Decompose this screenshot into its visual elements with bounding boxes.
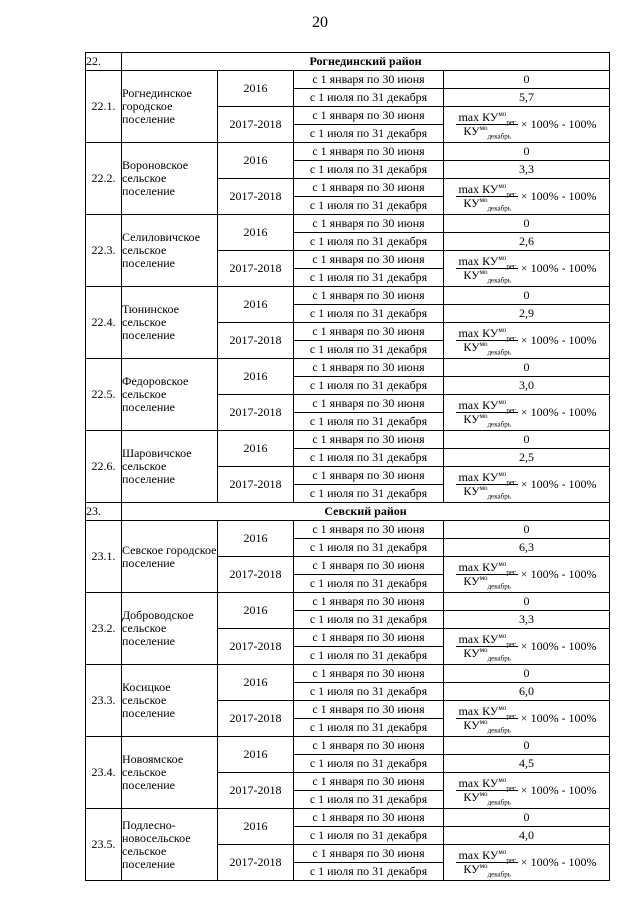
settlement-name: Селиловичское сельское поселение: [122, 215, 218, 287]
period-cell: с 1 июля по 31 декабря: [294, 269, 444, 287]
period-cell: с 1 июля по 31 декабря: [294, 449, 444, 467]
formula-cell: [444, 323, 610, 359]
formula-numerator: [456, 183, 517, 197]
formula-numerator-sub: рег: [506, 568, 516, 577]
formula-denominator-text: КУ: [463, 574, 480, 588]
formula-denominator: [456, 718, 517, 735]
year-cell: 2017-2018: [218, 107, 294, 143]
formula-multiplier: × 100% - 100%: [520, 117, 597, 131]
formula-numerator-sup: мо: [498, 632, 507, 640]
formula-numerator-sub: рег: [506, 406, 516, 415]
formula-numerator-sup: мо: [498, 560, 507, 568]
formula-numerator: [456, 561, 517, 575]
formula-denominator: [456, 574, 517, 591]
period-cell: с 1 июля по 31 декабря: [294, 341, 444, 359]
settlement-name: Новоямское сельское поселение: [122, 737, 218, 809]
settlement-name: Вороновское сельское поселение: [122, 143, 218, 215]
period-cell: с 1 июля по 31 декабря: [294, 539, 444, 557]
table-row: [86, 359, 610, 377]
year-cell: 2017-2018: [218, 395, 294, 431]
formula-fraction: [456, 182, 517, 213]
settlement-number: 23.2.: [86, 593, 122, 665]
value-cell: 3,3: [444, 161, 610, 179]
formula-numerator-text: max КУ: [458, 848, 499, 862]
year-cell: 2016: [218, 665, 294, 701]
region-header-row: [86, 503, 610, 521]
formula-denominator-sub: декабрь: [487, 726, 511, 735]
value-cell: 0: [444, 71, 610, 89]
period-cell: с 1 января по 30 июня: [294, 665, 444, 683]
year-cell: 2016: [218, 143, 294, 179]
formula-numerator-sub: рег: [506, 478, 516, 487]
formula-fraction: [456, 470, 517, 501]
formula-numerator-sup: мо: [498, 182, 507, 190]
formula-denominator-sup: мо: [479, 646, 488, 654]
period-cell: с 1 июля по 31 декабря: [294, 125, 444, 143]
period-cell: с 1 июля по 31 декабря: [294, 233, 444, 251]
year-cell: 2016: [218, 521, 294, 557]
table-row: [86, 737, 610, 755]
formula-denominator-sup: мо: [479, 718, 488, 726]
formula-multiplier: × 100% - 100%: [520, 855, 597, 869]
period-cell: с 1 июля по 31 декабря: [294, 377, 444, 395]
period-cell: с 1 января по 30 июня: [294, 71, 444, 89]
table-row: [86, 521, 610, 539]
formula-denominator-sup: мо: [479, 484, 488, 492]
settlement-number: 22.2.: [86, 143, 122, 215]
value-cell: 4,0: [444, 827, 610, 845]
formula-denominator: [456, 646, 517, 663]
year-cell: 2017-2018: [218, 773, 294, 809]
region-number: 22.: [86, 53, 122, 71]
settlement-name: Рогнединское городское поселение: [122, 71, 218, 143]
formula-numerator: [456, 255, 517, 269]
formula-denominator-text: КУ: [463, 484, 480, 498]
formula-multiplier: × 100% - 100%: [520, 333, 597, 347]
formula-multiplier: × 100% - 100%: [520, 477, 597, 491]
formula-denominator-text: КУ: [463, 268, 480, 282]
formula-cell: [444, 395, 610, 431]
table-row: [86, 593, 610, 611]
period-cell: с 1 января по 30 июня: [294, 143, 444, 161]
value-cell: 0: [444, 665, 610, 683]
settlement-number: 22.1.: [86, 71, 122, 143]
value-cell: 4,5: [444, 755, 610, 773]
formula-fraction: [456, 398, 517, 429]
formula-numerator-sub: рег: [506, 334, 516, 343]
value-cell: 0: [444, 521, 610, 539]
period-cell: с 1 января по 30 июня: [294, 179, 444, 197]
table-row: [86, 71, 610, 89]
period-cell: с 1 июля по 31 декабря: [294, 197, 444, 215]
settlement-number: 23.5.: [86, 809, 122, 881]
formula-denominator-sup: мо: [479, 340, 488, 348]
period-cell: с 1 июля по 31 декабря: [294, 827, 444, 845]
period-cell: с 1 июля по 31 декабря: [294, 485, 444, 503]
formula-denominator-sub: декабрь: [487, 582, 511, 591]
formula-numerator-sup: мо: [498, 704, 507, 712]
settlement-number: 23.3.: [86, 665, 122, 737]
period-cell: с 1 июля по 31 декабря: [294, 611, 444, 629]
formula-cell: [444, 845, 610, 881]
table-row: [86, 809, 610, 827]
settlement-name: Косицкое сельское поселение: [122, 665, 218, 737]
period-cell: с 1 июля по 31 декабря: [294, 755, 444, 773]
formula-fraction: [456, 848, 517, 879]
period-cell: с 1 июля по 31 декабря: [294, 863, 444, 881]
table-row: [86, 143, 610, 161]
period-cell: с 1 июля по 31 декабря: [294, 719, 444, 737]
settlement-number: 23.1.: [86, 521, 122, 593]
formula-denominator-text: КУ: [463, 718, 480, 732]
year-cell: 2016: [218, 593, 294, 629]
formula-fraction: [456, 560, 517, 591]
formula-multiplier: × 100% - 100%: [520, 261, 597, 275]
formula-denominator-sup: мо: [479, 862, 488, 870]
formula-cell: [444, 107, 610, 143]
tariff-table: [85, 52, 610, 881]
year-cell: 2017-2018: [218, 179, 294, 215]
formula-numerator-text: max КУ: [458, 776, 499, 790]
period-cell: с 1 января по 30 июня: [294, 251, 444, 269]
formula-denominator-text: КУ: [463, 412, 480, 426]
value-cell: 0: [444, 431, 610, 449]
formula-cell: [444, 701, 610, 737]
period-cell: с 1 июля по 31 декабря: [294, 161, 444, 179]
period-cell: с 1 января по 30 июня: [294, 845, 444, 863]
year-cell: 2016: [218, 737, 294, 773]
formula-multiplier: × 100% - 100%: [520, 639, 597, 653]
period-cell: с 1 января по 30 июня: [294, 395, 444, 413]
formula-numerator-text: max КУ: [458, 560, 499, 574]
formula-numerator: [456, 327, 517, 341]
formula-denominator-sup: мо: [479, 790, 488, 798]
period-cell: с 1 января по 30 июня: [294, 809, 444, 827]
value-cell: 6,0: [444, 683, 610, 701]
formula-denominator-text: КУ: [463, 196, 480, 210]
settlement-name: Шаровичское сельское поселение: [122, 431, 218, 503]
value-cell: 0: [444, 593, 610, 611]
formula-numerator: [456, 849, 517, 863]
settlement-number: 22.5.: [86, 359, 122, 431]
year-cell: 2016: [218, 215, 294, 251]
formula-fraction: [456, 254, 517, 285]
period-cell: с 1 июля по 31 декабря: [294, 413, 444, 431]
formula-numerator-text: max КУ: [458, 110, 499, 124]
formula-numerator-sup: мо: [498, 776, 507, 784]
period-cell: с 1 июля по 31 декабря: [294, 89, 444, 107]
formula-multiplier: × 100% - 100%: [520, 189, 597, 203]
region-name: Рогнединский район: [122, 53, 610, 71]
formula-denominator-sup: мо: [479, 196, 488, 204]
period-cell: с 1 января по 30 июня: [294, 521, 444, 539]
formula-cell: [444, 251, 610, 287]
year-cell: 2016: [218, 71, 294, 107]
formula-cell: [444, 773, 610, 809]
settlement-name: Тюнинское сельское поселение: [122, 287, 218, 359]
value-cell: 2,9: [444, 305, 610, 323]
formula-denominator-sub: декабрь: [487, 132, 511, 141]
settlement-name: Подлесно-новосельское сельское поселение: [122, 809, 218, 881]
value-cell: 6,3: [444, 539, 610, 557]
formula-denominator-text: КУ: [463, 124, 480, 138]
formula-multiplier: × 100% - 100%: [520, 405, 597, 419]
formula-multiplier: × 100% - 100%: [520, 783, 597, 797]
value-cell: 2,6: [444, 233, 610, 251]
year-cell: 2017-2018: [218, 845, 294, 881]
formula-denominator: [456, 340, 517, 357]
value-cell: 0: [444, 359, 610, 377]
formula-numerator-text: max КУ: [458, 704, 499, 718]
formula-denominator-sup: мо: [479, 412, 488, 420]
value-cell: 0: [444, 215, 610, 233]
formula-fraction: [456, 776, 517, 807]
period-cell: с 1 января по 30 июня: [294, 629, 444, 647]
year-cell: 2016: [218, 809, 294, 845]
table-row: [86, 431, 610, 449]
year-cell: 2017-2018: [218, 701, 294, 737]
period-cell: с 1 января по 30 июня: [294, 593, 444, 611]
formula-numerator-text: max КУ: [458, 254, 499, 268]
settlement-name: Федоровское сельское поселение: [122, 359, 218, 431]
period-cell: с 1 января по 30 июня: [294, 287, 444, 305]
formula-numerator-sub: рег: [506, 856, 516, 865]
period-cell: с 1 января по 30 июня: [294, 215, 444, 233]
formula-denominator: [456, 268, 517, 285]
year-cell: 2016: [218, 431, 294, 467]
value-cell: 3,3: [444, 611, 610, 629]
formula-numerator-sub: рег: [506, 712, 516, 721]
year-cell: 2017-2018: [218, 557, 294, 593]
formula-cell: [444, 467, 610, 503]
formula-numerator-sup: мо: [498, 398, 507, 406]
formula-denominator-text: КУ: [463, 646, 480, 660]
formula-numerator-text: max КУ: [458, 632, 499, 646]
formula-numerator-sub: рег: [506, 640, 516, 649]
region-name: Севский район: [122, 503, 610, 521]
formula-numerator-sup: мо: [498, 254, 507, 262]
formula-cell: [444, 557, 610, 593]
formula-numerator: [456, 471, 517, 485]
formula-numerator-text: max КУ: [458, 470, 499, 484]
formula-denominator: [456, 862, 517, 879]
formula-multiplier: × 100% - 100%: [520, 567, 597, 581]
period-cell: с 1 января по 30 июня: [294, 737, 444, 755]
formula-numerator: [456, 399, 517, 413]
formula-denominator: [456, 196, 517, 213]
year-cell: 2017-2018: [218, 467, 294, 503]
period-cell: с 1 июля по 31 декабря: [294, 791, 444, 809]
table-row: [86, 287, 610, 305]
value-cell: 0: [444, 287, 610, 305]
formula-numerator-sup: мо: [498, 470, 507, 478]
formula-numerator: [456, 705, 517, 719]
formula-numerator: [456, 633, 517, 647]
formula-multiplier: × 100% - 100%: [520, 711, 597, 725]
formula-denominator: [456, 790, 517, 807]
formula-numerator-sup: мо: [498, 110, 507, 118]
year-cell: 2016: [218, 359, 294, 395]
formula-numerator-sub: рег: [506, 190, 516, 199]
formula-denominator-sub: декабрь: [487, 348, 511, 357]
formula-fraction: [456, 110, 517, 141]
year-cell: 2016: [218, 287, 294, 323]
period-cell: с 1 января по 30 июня: [294, 773, 444, 791]
period-cell: с 1 января по 30 июня: [294, 323, 444, 341]
formula-numerator-text: max КУ: [458, 326, 499, 340]
formula-numerator-text: max КУ: [458, 182, 499, 196]
period-cell: с 1 июля по 31 декабря: [294, 647, 444, 665]
value-cell: 3,0: [444, 377, 610, 395]
region-number: 23.: [86, 503, 122, 521]
formula-numerator: [456, 111, 517, 125]
formula-numerator-sup: мо: [498, 326, 507, 334]
formula-denominator-sub: декабрь: [487, 204, 511, 213]
year-cell: 2017-2018: [218, 251, 294, 287]
table-row: [86, 215, 610, 233]
formula-denominator: [456, 412, 517, 429]
formula-denominator: [456, 124, 517, 141]
table-row: [86, 665, 610, 683]
formula-denominator-sup: мо: [479, 574, 488, 582]
formula-numerator-sup: мо: [498, 848, 507, 856]
page-number: 20: [312, 14, 328, 31]
formula-denominator-sub: декабрь: [487, 420, 511, 429]
period-cell: с 1 января по 30 июня: [294, 431, 444, 449]
value-cell: 5,7: [444, 89, 610, 107]
formula-denominator-text: КУ: [463, 340, 480, 354]
formula-fraction: [456, 704, 517, 735]
formula-numerator-sub: рег: [506, 118, 516, 127]
formula-denominator-sub: декабрь: [487, 276, 511, 285]
value-cell: 0: [444, 809, 610, 827]
period-cell: с 1 июля по 31 декабря: [294, 305, 444, 323]
region-header-row: [86, 53, 610, 71]
formula-denominator-sup: мо: [479, 124, 488, 132]
settlement-number: 22.4.: [86, 287, 122, 359]
period-cell: с 1 июля по 31 декабря: [294, 683, 444, 701]
value-cell: 0: [444, 143, 610, 161]
settlement-name: Доброводское сельское поселение: [122, 593, 218, 665]
period-cell: с 1 июля по 31 декабря: [294, 575, 444, 593]
table-body: [86, 53, 610, 881]
value-cell: 2,5: [444, 449, 610, 467]
formula-fraction: [456, 326, 517, 357]
formula-denominator-sub: декабрь: [487, 654, 511, 663]
formula-denominator-sub: декабрь: [487, 492, 511, 501]
formula-denominator-sub: декабрь: [487, 798, 511, 807]
period-cell: с 1 января по 30 июня: [294, 359, 444, 377]
formula-numerator-sub: рег: [506, 784, 516, 793]
formula-denominator-text: КУ: [463, 790, 480, 804]
formula-denominator-text: КУ: [463, 862, 480, 876]
year-cell: 2017-2018: [218, 629, 294, 665]
formula-denominator: [456, 484, 517, 501]
period-cell: с 1 января по 30 июня: [294, 557, 444, 575]
formula-cell: [444, 629, 610, 665]
formula-numerator: [456, 777, 517, 791]
value-cell: 0: [444, 737, 610, 755]
settlement-number: 23.4.: [86, 737, 122, 809]
settlement-number: 22.3.: [86, 215, 122, 287]
settlement-name: Севское городское поселение: [122, 521, 218, 593]
formula-cell: [444, 179, 610, 215]
period-cell: с 1 января по 30 июня: [294, 467, 444, 485]
settlement-number: 22.6.: [86, 431, 122, 503]
formula-numerator-sub: рег: [506, 262, 516, 271]
formula-numerator-text: max КУ: [458, 398, 499, 412]
formula-denominator-sup: мо: [479, 268, 488, 276]
formula-denominator-sub: декабрь: [487, 870, 511, 879]
year-cell: 2017-2018: [218, 323, 294, 359]
period-cell: с 1 января по 30 июня: [294, 701, 444, 719]
period-cell: с 1 января по 30 июня: [294, 107, 444, 125]
formula-fraction: [456, 632, 517, 663]
